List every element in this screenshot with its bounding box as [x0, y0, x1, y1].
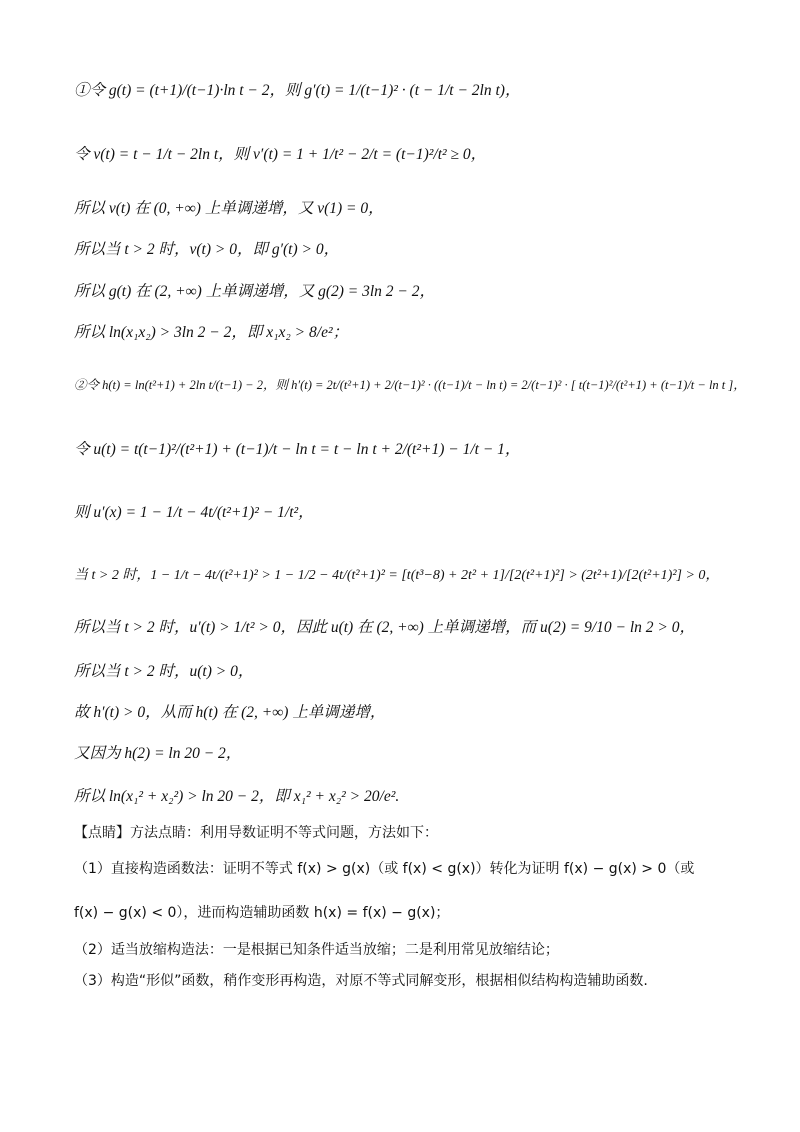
line-v-positive: 所以当 t > 2 时，v(t) > 0，即 g′(t) > 0， — [74, 241, 340, 258]
line-h-at-2: 又因为 h(2) = ln 20 − 2， — [74, 745, 242, 762]
line-v-increasing: 所以 v(t) 在 (0, +∞) 上单调递增，又 v(1) = 0， — [74, 200, 384, 217]
tip-item-1: （1）直接构造函数法：证明不等式 f(x) > g(x)（或 f(x) < g(x)）转化为证明 f(x) − g(x) > 0（或 — [74, 861, 695, 877]
tip-item-3: （3）构造“形似”函数，稍作变形再构造，对原不等式同解变形，根据相似结构构造辅助函数. — [74, 973, 648, 989]
line-u-positive: 所以当 t > 2 时，u(t) > 0， — [74, 663, 254, 680]
line-inequality-chain: 当 t > 2 时，1 − 1/t − 4t/(t²+1)² > 1 − 1/2 − 4t/(t²+1)² = [t(t³−8) + 2t² + 1]/[2(t²+1)²] > (2t²+1)/[2(t²+1)²] > 0， — [74, 568, 720, 583]
line-h-increasing: 故 h′(t) > 0，从而 h(t) 在 (2, +∞) 上单调递增， — [74, 704, 386, 721]
line-v-definition: 令 v(t) = t − 1/t − 2ln t，则 v′(t) = 1 + 1/t² − 2/t = (t−1)²/t² ≥ 0， — [74, 146, 487, 163]
tip-item-2: （2）适当放缩构造法：一是根据已知条件适当放缩；二是利用常见放缩结论； — [74, 942, 559, 958]
line-u-increasing: 所以当 t > 2 时，u′(t) > 1/t² > 0，因此 u(t) 在 (2, +∞) 上单调递增，而 u(2) = 9/10 − ln 2 > 0， — [74, 619, 695, 636]
line-g-definition: ①令 g(t) = (t+1)/(t−1)·ln t − 2，则 g′(t) = 1/(t−1)² · (t − 1/t − 2ln t)， — [74, 82, 521, 99]
line-conclusion: 所以 ln(x₁² + x₂²) > ln 20 − 2，即 x₁² + x₂² > 20/e². — [74, 788, 400, 805]
line-u-definition: 令 u(t) = t(t−1)²/(t²+1) + (t−1)/t − ln t = t − ln t + 2/(t²+1) − 1/t − 1， — [74, 441, 521, 458]
line-ln-x1x2: 所以 ln(x₁x₂) > 3ln 2 − 2，即 x₁x₂ > 8/e²； — [74, 324, 349, 341]
tip-heading: 【点睛】方法点睛：利用导数证明不等式问题，方法如下： — [74, 825, 438, 841]
line-u-derivative: 则 u′(x) = 1 − 1/t − 4t/(t²+1)² − 1/t²， — [74, 504, 314, 521]
tip-item-1-cont: f(x) − g(x) < 0），进而构造辅助函数 h(x) = f(x) − g(x)； — [74, 905, 450, 921]
line-g-increasing: 所以 g(t) 在 (2, +∞) 上单调递增，又 g(2) = 3ln 2 − 2， — [74, 283, 436, 300]
line-h-definition: ②令 h(t) = ln(t²+1) + 2ln t/(t−1) − 2，则 h′(t) = 2t/(t²+1) + 2/(t−1)² · ((t−1)/t − ln t) = 2/(t−1)² · [ t(t−1)²/(t²+1) + (t−1)/t − ln t ]， — [74, 378, 746, 392]
